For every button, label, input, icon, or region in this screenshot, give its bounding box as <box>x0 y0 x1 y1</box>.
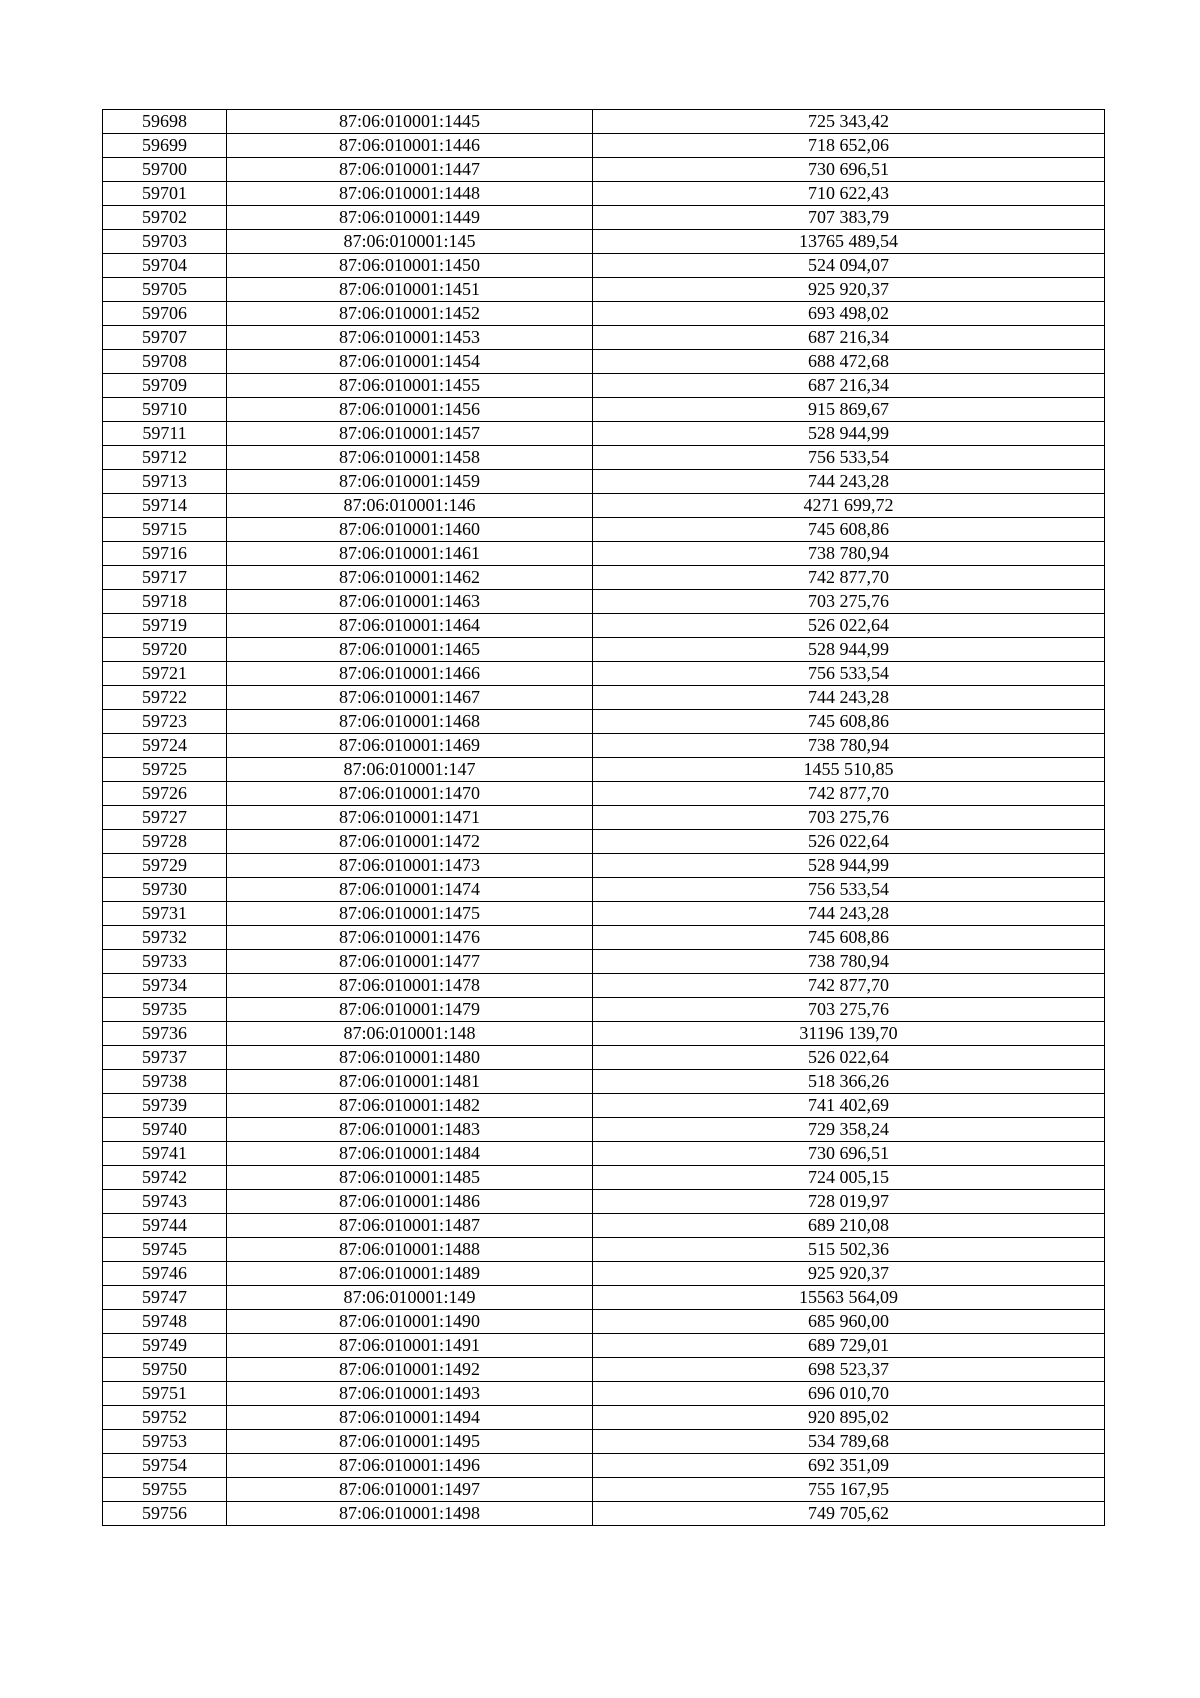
table-row <box>103 1286 1105 1310</box>
row-number-cell: 59739 <box>103 1094 227 1118</box>
table-body <box>103 110 1105 1526</box>
cadastral-value-cell: 528 944,99 <box>593 854 1105 878</box>
cadastral-value-cell: 703 275,76 <box>593 998 1105 1022</box>
cadastral-number-cell: 87:06:010001:1448 <box>227 182 593 206</box>
row-number-cell: 59745 <box>103 1238 227 1262</box>
cadastral-number-cell: 87:06:010001:1472 <box>227 830 593 854</box>
cadastral-value-cell: 689 210,08 <box>593 1214 1105 1238</box>
cadastral-number-cell: 87:06:010001:147 <box>227 758 593 782</box>
row-number-cell: 59756 <box>103 1502 227 1526</box>
cadastral-value-cell: 744 243,28 <box>593 902 1105 926</box>
table-row <box>103 782 1105 806</box>
cadastral-number-cell: 87:06:010001:1445 <box>227 110 593 134</box>
cadastral-value-cell: 4271 699,72 <box>593 494 1105 518</box>
row-number-cell: 59708 <box>103 350 227 374</box>
cadastral-number-cell: 87:06:010001:1452 <box>227 302 593 326</box>
row-number-cell: 59707 <box>103 326 227 350</box>
row-number-cell: 59699 <box>103 134 227 158</box>
row-number-cell: 59724 <box>103 734 227 758</box>
table-row <box>103 1310 1105 1334</box>
cadastral-value-table <box>102 109 1105 1526</box>
row-number-cell: 59726 <box>103 782 227 806</box>
row-number-cell: 59698 <box>103 110 227 134</box>
cadastral-value-cell: 15563 564,09 <box>593 1286 1105 1310</box>
cadastral-number-cell: 87:06:010001:1454 <box>227 350 593 374</box>
row-number-cell: 59700 <box>103 158 227 182</box>
cadastral-number-cell: 87:06:010001:1455 <box>227 374 593 398</box>
table-row <box>103 926 1105 950</box>
table-row <box>103 1118 1105 1142</box>
cadastral-number-cell: 87:06:010001:1493 <box>227 1382 593 1406</box>
cadastral-number-cell: 87:06:010001:1462 <box>227 566 593 590</box>
table-row <box>103 206 1105 230</box>
row-number-cell: 59710 <box>103 398 227 422</box>
row-number-cell: 59731 <box>103 902 227 926</box>
table-row <box>103 662 1105 686</box>
cadastral-value-cell: 526 022,64 <box>593 830 1105 854</box>
cadastral-value-cell: 689 729,01 <box>593 1334 1105 1358</box>
table-row <box>103 1430 1105 1454</box>
row-number-cell: 59749 <box>103 1334 227 1358</box>
cadastral-value-cell: 687 216,34 <box>593 374 1105 398</box>
row-number-cell: 59748 <box>103 1310 227 1334</box>
table-row <box>103 878 1105 902</box>
cadastral-value-cell: 745 608,86 <box>593 926 1105 950</box>
table-row <box>103 686 1105 710</box>
row-number-cell: 59716 <box>103 542 227 566</box>
table-row <box>103 566 1105 590</box>
cadastral-number-cell: 87:06:010001:1466 <box>227 662 593 686</box>
table-row <box>103 326 1105 350</box>
cadastral-number-cell: 87:06:010001:1471 <box>227 806 593 830</box>
cadastral-number-cell: 87:06:010001:1482 <box>227 1094 593 1118</box>
table-row <box>103 1070 1105 1094</box>
table-row <box>103 110 1105 134</box>
cadastral-number-cell: 87:06:010001:1464 <box>227 614 593 638</box>
table-row <box>103 1190 1105 1214</box>
table-row <box>103 302 1105 326</box>
cadastral-number-cell: 87:06:010001:1492 <box>227 1358 593 1382</box>
row-number-cell: 59734 <box>103 974 227 998</box>
cadastral-number-cell: 87:06:010001:1477 <box>227 950 593 974</box>
cadastral-number-cell: 87:06:010001:1483 <box>227 1118 593 1142</box>
table-row <box>103 1382 1105 1406</box>
cadastral-value-cell: 1455 510,85 <box>593 758 1105 782</box>
cadastral-number-cell: 87:06:010001:1481 <box>227 1070 593 1094</box>
cadastral-number-cell: 87:06:010001:1496 <box>227 1454 593 1478</box>
cadastral-value-cell: 920 895,02 <box>593 1406 1105 1430</box>
cadastral-value-cell: 756 533,54 <box>593 446 1105 470</box>
cadastral-value-cell: 755 167,95 <box>593 1478 1105 1502</box>
cadastral-value-cell: 730 696,51 <box>593 158 1105 182</box>
row-number-cell: 59735 <box>103 998 227 1022</box>
row-number-cell: 59721 <box>103 662 227 686</box>
row-number-cell: 59751 <box>103 1382 227 1406</box>
cadastral-number-cell: 87:06:010001:1476 <box>227 926 593 950</box>
row-number-cell: 59703 <box>103 230 227 254</box>
table-row <box>103 134 1105 158</box>
cadastral-number-cell: 87:06:010001:1458 <box>227 446 593 470</box>
row-number-cell: 59755 <box>103 1478 227 1502</box>
table-row <box>103 1262 1105 1286</box>
cadastral-value-cell: 13765 489,54 <box>593 230 1105 254</box>
table-row <box>103 374 1105 398</box>
cadastral-value-cell: 729 358,24 <box>593 1118 1105 1142</box>
table-row <box>103 542 1105 566</box>
cadastral-number-cell: 87:06:010001:1485 <box>227 1166 593 1190</box>
table-row <box>103 1406 1105 1430</box>
cadastral-value-cell: 738 780,94 <box>593 950 1105 974</box>
row-number-cell: 59740 <box>103 1118 227 1142</box>
cadastral-value-cell: 925 920,37 <box>593 1262 1105 1286</box>
cadastral-value-cell: 724 005,15 <box>593 1166 1105 1190</box>
cadastral-value-cell: 741 402,69 <box>593 1094 1105 1118</box>
cadastral-number-cell: 87:06:010001:1473 <box>227 854 593 878</box>
cadastral-value-cell: 703 275,76 <box>593 806 1105 830</box>
table-row <box>103 518 1105 542</box>
row-number-cell: 59718 <box>103 590 227 614</box>
cadastral-number-cell: 87:06:010001:1489 <box>227 1262 593 1286</box>
row-number-cell: 59742 <box>103 1166 227 1190</box>
table-row <box>103 1358 1105 1382</box>
table-row <box>103 1094 1105 1118</box>
cadastral-value-cell: 725 343,42 <box>593 110 1105 134</box>
row-number-cell: 59729 <box>103 854 227 878</box>
cadastral-value-cell: 685 960,00 <box>593 1310 1105 1334</box>
cadastral-number-cell: 87:06:010001:148 <box>227 1022 593 1046</box>
row-number-cell: 59737 <box>103 1046 227 1070</box>
row-number-cell: 59732 <box>103 926 227 950</box>
cadastral-value-cell: 688 472,68 <box>593 350 1105 374</box>
table-row <box>103 854 1105 878</box>
row-number-cell: 59714 <box>103 494 227 518</box>
table-row <box>103 230 1105 254</box>
cadastral-value-cell: 534 789,68 <box>593 1430 1105 1454</box>
cadastral-number-cell: 87:06:010001:1478 <box>227 974 593 998</box>
table-row <box>103 350 1105 374</box>
table-row <box>103 1502 1105 1526</box>
row-number-cell: 59754 <box>103 1454 227 1478</box>
table-row <box>103 1334 1105 1358</box>
cadastral-number-cell: 87:06:010001:1470 <box>227 782 593 806</box>
cadastral-value-cell: 742 877,70 <box>593 782 1105 806</box>
cadastral-value-cell: 915 869,67 <box>593 398 1105 422</box>
cadastral-value-cell: 528 944,99 <box>593 638 1105 662</box>
table-row <box>103 1022 1105 1046</box>
table-row <box>103 1454 1105 1478</box>
row-number-cell: 59704 <box>103 254 227 278</box>
cadastral-number-cell: 87:06:010001:1494 <box>227 1406 593 1430</box>
table-row <box>103 1142 1105 1166</box>
cadastral-value-cell: 738 780,94 <box>593 734 1105 758</box>
cadastral-value-cell: 749 705,62 <box>593 1502 1105 1526</box>
cadastral-number-cell: 87:06:010001:1463 <box>227 590 593 614</box>
cadastral-number-cell: 87:06:010001:149 <box>227 1286 593 1310</box>
cadastral-number-cell: 87:06:010001:1468 <box>227 710 593 734</box>
row-number-cell: 59747 <box>103 1286 227 1310</box>
row-number-cell: 59723 <box>103 710 227 734</box>
cadastral-number-cell: 87:06:010001:1488 <box>227 1238 593 1262</box>
table-row <box>103 422 1105 446</box>
table-row <box>103 158 1105 182</box>
table-row <box>103 830 1105 854</box>
cadastral-number-cell: 87:06:010001:1475 <box>227 902 593 926</box>
cadastral-value-cell: 925 920,37 <box>593 278 1105 302</box>
row-number-cell: 59705 <box>103 278 227 302</box>
cadastral-value-cell: 745 608,86 <box>593 518 1105 542</box>
row-number-cell: 59744 <box>103 1214 227 1238</box>
row-number-cell: 59727 <box>103 806 227 830</box>
row-number-cell: 59711 <box>103 422 227 446</box>
cadastral-number-cell: 87:06:010001:1453 <box>227 326 593 350</box>
row-number-cell: 59728 <box>103 830 227 854</box>
row-number-cell: 59750 <box>103 1358 227 1382</box>
cadastral-number-cell: 87:06:010001:1484 <box>227 1142 593 1166</box>
cadastral-number-cell: 87:06:010001:146 <box>227 494 593 518</box>
cadastral-number-cell: 87:06:010001:1498 <box>227 1502 593 1526</box>
table-row <box>103 902 1105 926</box>
cadastral-value-cell: 742 877,70 <box>593 974 1105 998</box>
cadastral-number-cell: 87:06:010001:1446 <box>227 134 593 158</box>
table-row <box>103 638 1105 662</box>
table-row <box>103 1046 1105 1070</box>
cadastral-value-cell: 526 022,64 <box>593 1046 1105 1070</box>
row-number-cell: 59701 <box>103 182 227 206</box>
cadastral-number-cell: 87:06:010001:1447 <box>227 158 593 182</box>
cadastral-number-cell: 87:06:010001:1469 <box>227 734 593 758</box>
cadastral-number-cell: 87:06:010001:1491 <box>227 1334 593 1358</box>
row-number-cell: 59752 <box>103 1406 227 1430</box>
row-number-cell: 59746 <box>103 1262 227 1286</box>
row-number-cell: 59722 <box>103 686 227 710</box>
cadastral-value-cell: 31196 139,70 <box>593 1022 1105 1046</box>
cadastral-number-cell: 87:06:010001:1459 <box>227 470 593 494</box>
row-number-cell: 59706 <box>103 302 227 326</box>
cadastral-value-cell: 526 022,64 <box>593 614 1105 638</box>
cadastral-number-cell: 87:06:010001:1495 <box>227 1430 593 1454</box>
row-number-cell: 59719 <box>103 614 227 638</box>
cadastral-number-cell: 87:06:010001:1487 <box>227 1214 593 1238</box>
table-row <box>103 734 1105 758</box>
cadastral-number-cell: 87:06:010001:1486 <box>227 1190 593 1214</box>
row-number-cell: 59736 <box>103 1022 227 1046</box>
table-row <box>103 1214 1105 1238</box>
cadastral-value-cell: 744 243,28 <box>593 686 1105 710</box>
table-row <box>103 998 1105 1022</box>
cadastral-number-cell: 87:06:010001:1450 <box>227 254 593 278</box>
cadastral-value-cell: 730 696,51 <box>593 1142 1105 1166</box>
cadastral-number-cell: 87:06:010001:1497 <box>227 1478 593 1502</box>
row-number-cell: 59712 <box>103 446 227 470</box>
row-number-cell: 59753 <box>103 1430 227 1454</box>
cadastral-value-cell: 528 944,99 <box>593 422 1105 446</box>
cadastral-number-cell: 87:06:010001:1480 <box>227 1046 593 1070</box>
cadastral-number-cell: 87:06:010001:1474 <box>227 878 593 902</box>
row-number-cell: 59725 <box>103 758 227 782</box>
cadastral-value-cell: 515 502,36 <box>593 1238 1105 1262</box>
cadastral-number-cell: 87:06:010001:1490 <box>227 1310 593 1334</box>
table-row <box>103 806 1105 830</box>
table-row <box>103 254 1105 278</box>
table-row <box>103 182 1105 206</box>
cadastral-number-cell: 87:06:010001:1457 <box>227 422 593 446</box>
table-row <box>103 1478 1105 1502</box>
cadastral-value-cell: 687 216,34 <box>593 326 1105 350</box>
cadastral-value-cell: 698 523,37 <box>593 1358 1105 1382</box>
table-row <box>103 1166 1105 1190</box>
cadastral-value-cell: 738 780,94 <box>593 542 1105 566</box>
cadastral-value-cell: 524 094,07 <box>593 254 1105 278</box>
row-number-cell: 59702 <box>103 206 227 230</box>
cadastral-value-cell: 518 366,26 <box>593 1070 1105 1094</box>
row-number-cell: 59720 <box>103 638 227 662</box>
cadastral-value-cell: 696 010,70 <box>593 1382 1105 1406</box>
table-row <box>103 590 1105 614</box>
cadastral-value-cell: 745 608,86 <box>593 710 1105 734</box>
table-row <box>103 614 1105 638</box>
cadastral-value-cell: 728 019,97 <box>593 1190 1105 1214</box>
cadastral-number-cell: 87:06:010001:1460 <box>227 518 593 542</box>
cadastral-number-cell: 87:06:010001:1465 <box>227 638 593 662</box>
table-row <box>103 950 1105 974</box>
row-number-cell: 59741 <box>103 1142 227 1166</box>
row-number-cell: 59738 <box>103 1070 227 1094</box>
table-row <box>103 758 1105 782</box>
table-row <box>103 446 1105 470</box>
cadastral-value-cell: 692 351,09 <box>593 1454 1105 1478</box>
cadastral-value-cell: 756 533,54 <box>593 878 1105 902</box>
cadastral-number-cell: 87:06:010001:1456 <box>227 398 593 422</box>
table-row <box>103 470 1105 494</box>
cadastral-number-cell: 87:06:010001:1449 <box>227 206 593 230</box>
cadastral-value-cell: 718 652,06 <box>593 134 1105 158</box>
cadastral-number-cell: 87:06:010001:1451 <box>227 278 593 302</box>
cadastral-number-cell: 87:06:010001:145 <box>227 230 593 254</box>
table-row <box>103 1238 1105 1262</box>
row-number-cell: 59743 <box>103 1190 227 1214</box>
row-number-cell: 59733 <box>103 950 227 974</box>
cadastral-number-cell: 87:06:010001:1461 <box>227 542 593 566</box>
row-number-cell: 59713 <box>103 470 227 494</box>
row-number-cell: 59709 <box>103 374 227 398</box>
table-row <box>103 710 1105 734</box>
cadastral-value-cell: 707 383,79 <box>593 206 1105 230</box>
cadastral-value-cell: 693 498,02 <box>593 302 1105 326</box>
table-row <box>103 278 1105 302</box>
table-row <box>103 974 1105 998</box>
cadastral-number-cell: 87:06:010001:1479 <box>227 998 593 1022</box>
row-number-cell: 59717 <box>103 566 227 590</box>
table-row <box>103 494 1105 518</box>
cadastral-number-cell: 87:06:010001:1467 <box>227 686 593 710</box>
row-number-cell: 59715 <box>103 518 227 542</box>
cadastral-value-cell: 744 243,28 <box>593 470 1105 494</box>
cadastral-value-cell: 742 877,70 <box>593 566 1105 590</box>
cadastral-value-cell: 756 533,54 <box>593 662 1105 686</box>
table-row <box>103 398 1105 422</box>
cadastral-value-cell: 710 622,43 <box>593 182 1105 206</box>
cadastral-value-cell: 703 275,76 <box>593 590 1105 614</box>
row-number-cell: 59730 <box>103 878 227 902</box>
